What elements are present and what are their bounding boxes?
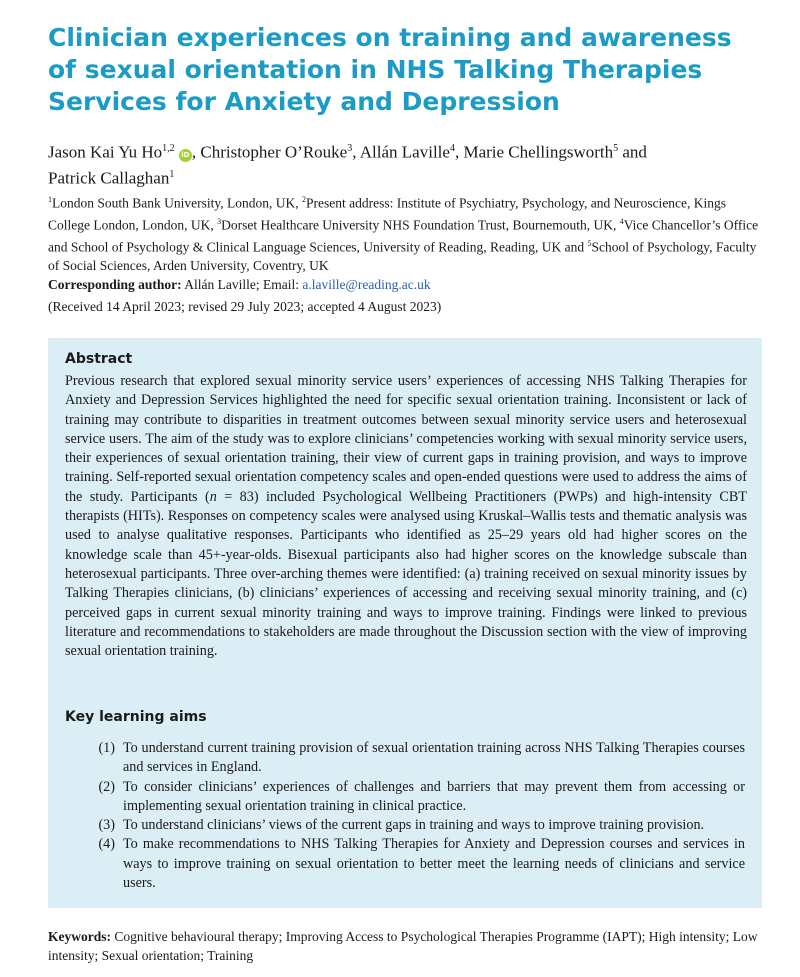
abstract-text: Previous research that explored sexual minority service users’ experiences of accessing NHS Talking Therapies for Anxiety and Depression Services highlighted the need for specific sexual orientation training. Inconsistent or lack of training may contribute to disparities in treatment outcomes between sexual minority service users and heterosexual service users. The aim of the study was to explore clinicians’ competencies working with sexual minority service users, their experiences of sexual orientation training, their view of current gaps in training provision, and ways to improve training. Self-reported sexual orientation competency scales and open-ended questions were used to address the aims of the study. Participants ( — [65, 373, 747, 505]
aim-text: To consider clinicians’ experiences of challenges and barriers that may prevent them from accessing or implementing sexual orientation training in clinical practice. — [123, 778, 745, 814]
affil-sup: 3 — [217, 217, 222, 226]
aim-item — [65, 835, 745, 893]
aim-number: (1) — [98, 740, 115, 756]
aims-heading: Key learning aims — [65, 709, 207, 725]
abstract-n-value: = 83 — [216, 488, 254, 505]
abstract-n-symbol: n — [209, 488, 217, 505]
affil-sup: 2 — [302, 195, 306, 204]
keywords-label: Keywords: — [48, 929, 111, 944]
aim-text: To make recommendations to NHS Talking Therapies for Anxiety and Depression courses and services in ways to improve training on sexual orientation to better meet the learning needs of clinicians and service users. — [123, 836, 745, 892]
aims-list — [65, 739, 745, 893]
aim-item — [65, 778, 745, 817]
email-link[interactable]: a.laville@reading.ac.uk — [302, 276, 431, 292]
aim-item — [65, 816, 745, 835]
aim-number: (2) — [98, 778, 115, 795]
author-affil-sup: 3 — [347, 143, 353, 154]
affil-sup: 1 — [48, 195, 52, 204]
abstract-box — [48, 338, 762, 908]
aim-text: To understand clinicians’ views of the current gaps in training and ways to improve training provision. — [123, 817, 705, 834]
received-dates: (Received 14 April 2023; revised 29 July 2023; accepted 4 August 2023) — [48, 299, 442, 314]
aim-number: (4) — [98, 836, 115, 853]
author-name: Marie Chellingsworth — [463, 142, 614, 162]
aim-number: (3) — [98, 817, 115, 834]
corresponding-name: Allán Laville; Email: — [184, 276, 300, 292]
orcid-icon[interactable]: iD — [179, 149, 192, 162]
affiliation-text: Dorset Healthcare University NHS Foundation Trust, Bournemouth, UK, — [221, 217, 617, 233]
author-affil-sup: 1 — [169, 168, 175, 180]
affil-sup: 5 — [587, 239, 592, 248]
author-affil-sup: 4 — [449, 143, 455, 154]
affiliation-text: London South Bank University, London, UK, — [52, 195, 299, 211]
abstract-heading: Abstract — [65, 351, 133, 367]
abstract-text: ) included Psychological Wellbeing Practitioners (PWPs) and high-intensity CBT therapists (HITs). Responses on competency scales were analysed using Kruskal–Wallis tests and thematic analysis was used to analyse qualitative responses. Participants who identified as 25–29 years old had higher scores on the knowledge scale than 45+-year-olds. Bisexual participants also had higher scores on the knowledge subscale than heterosexual participants. Three over-arching themes were identified: (a) training received on sexual minority issues by Talking Therapies clinicians, (b) clinicians’ experiences of accessing and receiving sexual minority training, and (c) perceived gaps in current sexual minority training and ways to improve training. Findings were linked to previous literature and recommendations to stakeholders are made throughout the Discussion section with the view of improving sexual orientation training. — [65, 488, 747, 660]
corresponding-label: Corresponding author: — [48, 276, 182, 292]
affiliation-text: Present address: Institute of Psychiatry, Psychology, and Neuroscience, Kings College London, London, UK, — [48, 195, 727, 233]
author-affil-sup: 1,2 — [162, 143, 175, 154]
aim-text: To understand current training provision of sexual orientation training across NHS Talking Therapies courses and services in England. — [123, 740, 745, 776]
author-name: Christopher O’Rouke — [200, 142, 348, 162]
aim-item — [65, 739, 745, 778]
corresponding-author — [48, 276, 760, 295]
keywords-text: Cognitive behavioural therapy; Improving Access to Psychological Therapies Programme (IAPT); High intensity; Low intensity; Sexual orientation; Training — [48, 929, 758, 963]
affiliation-text: School of Psychology, Faculty of Social Sciences, Arden University, Coventry, UK — [48, 239, 757, 273]
article-title: Clinician experiences on training and awareness of sexual orientation in NHS Talking Therapies Services for Anxiety and Depression — [48, 23, 732, 116]
keywords — [48, 928, 762, 965]
author-name: Patrick Callaghan — [48, 168, 170, 188]
abstract-body — [65, 372, 747, 661]
affil-sup: 4 — [619, 217, 624, 226]
author-conjunction: and — [622, 142, 647, 162]
author-affil-sup: 5 — [613, 143, 619, 154]
author-name: Allán Laville — [359, 142, 450, 162]
affiliation-text: Vice Chancellor’s Office and School of Psychology & Clinical Language Sciences, University of Reading, Reading, UK and — [48, 217, 759, 255]
author-name: Jason Kai Yu Ho — [48, 142, 163, 162]
affiliations — [48, 191, 760, 294]
author-list: Jason Kai Yu Ho$^{1,2}$ iD , Christopher O’Rouke$^3$, Allán Laville$^4$, Marie Chellingsworth$^5$ and Patrick Callaghan$^1$ — [48, 142, 647, 188]
